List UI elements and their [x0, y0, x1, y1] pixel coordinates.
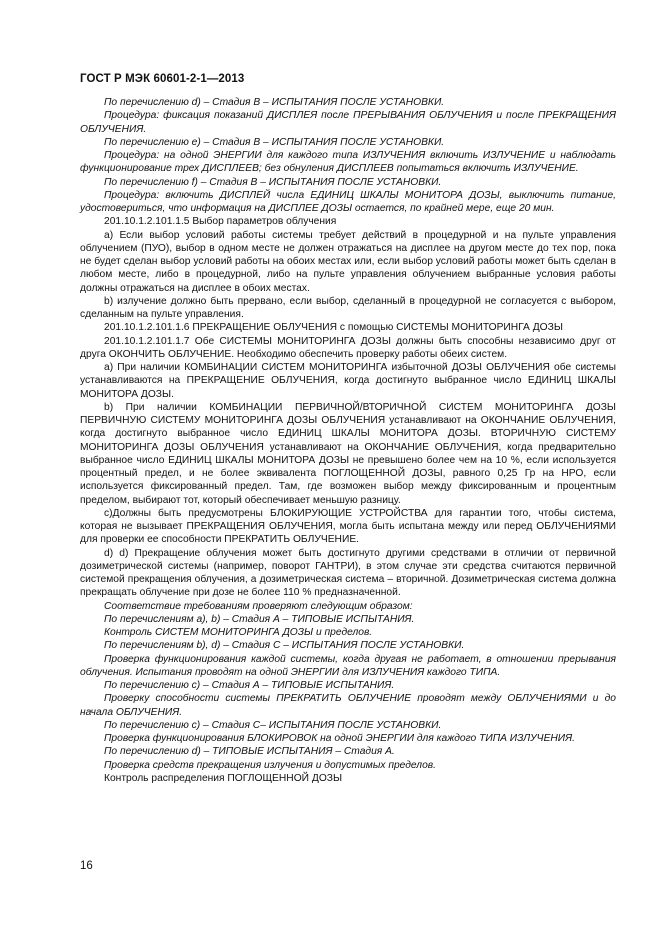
- paragraph: По перечислениям a), b) – Стадия А – ТИПОВЫЕ ИСПЫТАНИЯ.: [104, 613, 415, 625]
- paragraph: Процедура: фиксация показаний ДИСПЛЕЯ после ПРЕРЫВАНИЯ ОБЛУЧЕНИЯ и после ПРЕКРАЩЕНИЯ ОБЛУЧЕНИЯ.: [80, 110, 616, 135]
- paragraph: По перечислению f) – Стадия В – ИСПЫТАНИЯ ПОСЛЕ УСТАНОВКИ.: [104, 176, 442, 188]
- paragraph: По перечислению e) – Стадия В – ИСПЫТАНИЯ ПОСЛЕ УСТАНОВКИ.: [104, 136, 445, 148]
- paragraph: По перечислению d) – Стадия В – ИСПЫТАНИЯ ПОСЛЕ УСТАНОВКИ.: [104, 97, 445, 108]
- paragraph: Соответствие требованиям проверяют следующим образом:: [104, 600, 413, 612]
- paragraph: Проверка функционирования БЛОКИРОВОК на одной ЭНЕРГИИ для каждого ТИПА ИЗЛУЧЕНИЯ.: [104, 733, 575, 744]
- document-header: ГОСТ Р МЭК 60601-2-1—2013: [80, 73, 245, 85]
- paragraph: c)Должны быть предусмотрены БЛОКИРУЮЩИЕ УСТРОЙСТВА для гарантии того, чтобы система, которая не вызывает ПРЕКРАЩЕНИЯ ОБЛУЧЕНИЯ, могла быть испытана между или перед ОБЛУЧЕНИЯМИ для проверки ее способности ПРЕКРАТИТЬ ОБЛУЧЕНИЕ.: [80, 507, 616, 546]
- paragraph: a) При наличии КОМБИНАЦИИ СИСТЕМ МОНИТОРИНГА избыточной ДОЗЫ ОБЛУЧЕНИЯ обе системы устанавливаются на ПРЕКРАЩЕНИЕ ОБЛУЧЕНИЯ, когда достигнуто выбранное число ЕДИНИЦ ШКАЛЫ МОНИТОРА ДОЗЫ.: [80, 362, 616, 400]
- section-heading: 201.10.1.2.101.1.6 ПРЕКРАЩЕНИЕ ОБЛУЧЕНИЯ с помощью СИСТЕМЫ МОНИТОРИНГА ДОЗЫ: [104, 322, 563, 334]
- paragraph: b) излучение должно быть прервано, если выбор, сделанный в процедурной не согласуется с выбором, сделанным на пульте управления.: [80, 295, 616, 320]
- paragraph: b) При наличии КОМБИНАЦИИ ПЕРВИЧНОЙ/ВТОРИЧНОЙ СИСТЕМ МОНИТОРИНГА ДОЗЫ ПЕРВИЧНУЮ СИСТЕМУ МОНИТОРИНГА ДОЗЫ ОБЛУЧЕНИЯ устанавливают на ОКОНЧАНИЕ ОБЛУЧЕНИЯ, когда достигнуто выбранное число ЕДИНИЦ ШКАЛЫ МОНИТОРА ДОЗЫ. ВТОРИЧНУЮ СИСТЕМУ МОНИТОРИНГА ДОЗЫ ОБЛУЧЕНИЯ устанавливают на ОКОНЧАНИЕ ОБЛУЧЕНИЯ, когда предварительно выбранное число ЕДИНИЦ ШКАЛЫ МОНИТОРА ДОЗЫ не превышено более чем на 10 %, если используется процентный предел, и не более эквивалента ПОГЛОЩЕННОЙ ДОЗЫ, равного 0,25 Гр на НРО, если используется фиксированный предел. Там, где возможен выбор между фиксированным и процентным пределом, выбирают тот, который обеспечивает меньшую разницу.: [80, 401, 616, 506]
- paragraph: Процедура: на одной ЭНЕРГИИ для каждого типа ИЗЛУЧЕНИЯ включить ИЗЛУЧЕНИЕ и наблюдать функционирование трех ДИСПЛЕЕВ; без обнуления ДИСПЛЕЕВ попытаться включить ИЗЛУЧЕНИЕ.: [80, 150, 616, 175]
- paragraph: Проверку способности системы ПРЕКРАТИТЬ ОБЛУЧЕНИЕ проводят между ОБЛУЧЕНИЯМИ и до начала ОБЛУЧЕНИЯ.: [80, 693, 616, 718]
- paragraph: По перечислению с) – Стадия С– ИСПЫТАНИЯ ПОСЛЕ УСТАНОВКИ.: [104, 719, 442, 731]
- body-text: [80, 96, 616, 785]
- paragraph: По перечислениям b), d) – Стадия С – ИСПЫТАНИЯ ПОСЛЕ УСТАНОВКИ.: [104, 640, 465, 652]
- paragraph: Процедура: включить ДИСПЛЕЙ числа ЕДИНИЦ ШКАЛЫ МОНИТОРА ДОЗЫ, выключить питание, удостовериться, что информация на ДИСПЛЕЕ ДОЗЫ остается, по крайней мере, еще 20 мин.: [80, 189, 616, 214]
- paragraph: Контроль распределения ПОГЛОЩЕННОЙ ДОЗЫ: [104, 772, 343, 784]
- paragraph: Проверка функционирования каждой системы, когда другая не работает, в отношении прерывания облучения. Испытания проводят на одной ЭНЕРГИИ для ИЗЛУЧЕНИЯ каждого ТИПА.: [80, 653, 616, 678]
- paragraph: Контроль СИСТЕМ МОНИТОРИНГА ДОЗЫ и пределов.: [104, 627, 373, 638]
- section-heading: 201.10.1.2.101.1.5 Выбор параметров облучения: [104, 216, 337, 228]
- paragraph: По перечислению с) – Стадия А – ТИПОВЫЕ ИСПЫТАНИЯ.: [104, 680, 395, 691]
- paragraph: d) d) Прекращение облучения может быть достигнуто другими средствами в отличии от первичной дозиметрической системы (например, поворот ГАНТРИ), в этом случае эти средства считаются первичной системой прекращения облучения, а дозиметрическая система – вторичной. Дозиметрическая система должна прекращать облучение при дозе не более 110 % предназначенной.: [80, 547, 616, 599]
- paragraph: Проверка средств прекращения излучения и допустимых пределов.: [104, 759, 436, 771]
- paragraph: 201.10.1.2.101.1.7 Обе СИСТЕМЫ МОНИТОРИНГА ДОЗЫ должны быть способны независимо друг от друга ОКОНЧИТЬ ОБЛУЧЕНИЕ. Необходимо обеспечить проверку работы обеих систем.: [80, 335, 616, 360]
- paragraph: а) Если выбор условий работы системы требует действий в процедурной и на пульте управления облучением (ПУО), выбор в одном месте не должен отражаться на дисплее на другом месте до тех пор, пока не будет сделан выбор условий работы на обоих местах или, если выбор условий работы может быть сделан в любом месте, либо в процедурной, либо на пульте управления облучением выбранные условия работы должны отражаться на дисплее в обоих местах.: [80, 229, 616, 294]
- page-number: 16: [80, 860, 93, 872]
- paragraph: По перечислению d) – ТИПОВЫЕ ИСПЫТАНИЯ – Стадия А.: [104, 746, 395, 758]
